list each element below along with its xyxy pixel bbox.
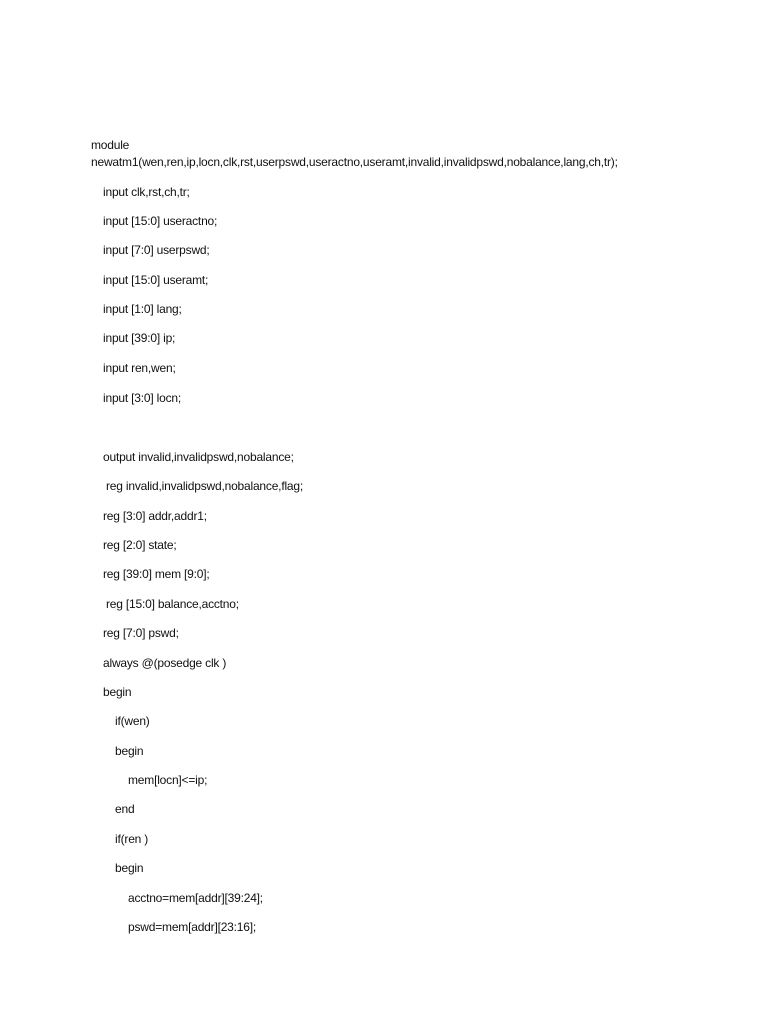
- code-line: if(wen): [115, 714, 150, 728]
- code-line: input ren,wen;: [103, 361, 176, 375]
- code-line: reg [7:0] pswd;: [103, 626, 179, 640]
- code-line: newatm1(wen,ren,ip,locn,clk,rst,userpswd,useractno,useramt,invalid,invalidpswd,nobalance,lang,ch,tr);: [91, 155, 618, 169]
- code-line: always @(posedge clk ): [103, 656, 227, 670]
- code-line: end: [115, 802, 135, 816]
- code-line: acctno=mem[addr][39:24];: [128, 891, 263, 905]
- code-line: output invalid,invalidpswd,nobalance;: [103, 450, 294, 464]
- code-line: begin: [115, 744, 144, 758]
- code-line: reg [39:0] mem [9:0];: [103, 567, 210, 581]
- code-line: begin: [115, 861, 144, 875]
- code-line: begin: [103, 685, 132, 699]
- code-line: reg invalid,invalidpswd,nobalance,flag;: [106, 479, 303, 493]
- code-line: reg [15:0] balance,acctno;: [106, 597, 239, 611]
- code-line: if(ren ): [115, 832, 149, 846]
- code-line: input [7:0] userpswd;: [103, 243, 210, 257]
- code-line: input clk,rst,ch,tr;: [103, 185, 190, 199]
- code-line: input [3:0] locn;: [103, 391, 181, 405]
- code-line: reg [3:0] addr,addr1;: [103, 509, 207, 523]
- code-line: mem[locn]<=ip;: [128, 773, 208, 787]
- code-line: input [39:0] ip;: [103, 331, 176, 345]
- code-line: pswd=mem[addr][23:16];: [128, 920, 257, 934]
- code-line: input [1:0] lang;: [103, 302, 182, 316]
- code-line: input [15:0] useramt;: [103, 273, 209, 287]
- code-line: module: [91, 138, 130, 152]
- code-line: reg [2:0] state;: [103, 538, 177, 552]
- code-line: input [15:0] useractno;: [103, 214, 218, 228]
